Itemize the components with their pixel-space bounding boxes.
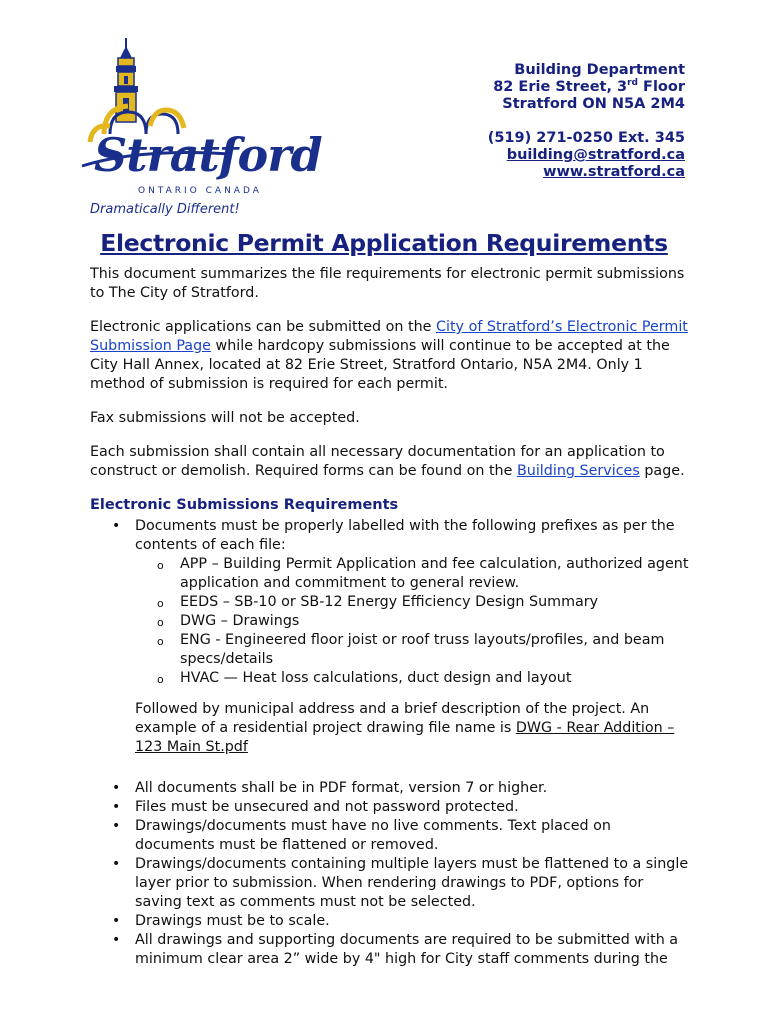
phone-number: (519) 271-0250 Ext. 345 — [487, 130, 685, 146]
prefix-item: o EEDS – SB-10 or SB-12 Energy Efficiency Design Summary — [135, 593, 690, 612]
documentation-paragraph: Each submission shall contain all necessary documentation for an application to construct or demolish. Required forms can be found on the Building Services page. — [90, 444, 685, 479]
department-name: Building Department — [514, 62, 685, 78]
building-services-link[interactable]: Building Services — [516, 463, 640, 479]
street-address: 82 Erie Street, 3rd Floor — [493, 78, 685, 95]
list-item: • Documents must be properly labelled with the following prefixes as per the contents of each file: o APP – Building Permit Application and fee calculation, authorized agent application and commitment to general review. o EEDS – SB-10 or SB-12 Energy Efficiency Design Summary o DWG – Drawings o ENG - Engineered floor joist or roof truss layouts/profiles, and beam specs/details o HVAC — Heat loss calculations, duct design and layout — [90, 517, 690, 688]
prefix-list — [135, 555, 690, 688]
prefix-item: o HVAC — Heat loss calculations, duct design and layout — [135, 669, 690, 688]
website-link[interactable]: www.stratford.ca — [543, 164, 685, 180]
logo-wordmark: Stratford — [94, 128, 322, 182]
prefix-item: o APP – Building Permit Application and fee calculation, authorized agent application and commitment to general review. — [135, 555, 690, 593]
format-requirements-list — [90, 779, 690, 969]
submission-paragraph: Electronic applications can be submitted on the City of Stratford’s Electronic Permit Submission Page while hardcopy submissions will continue to be accepted at the City Hall Annex, located at 82 Erie Street, Stratford Ontario, N5A 2M4. Only 1 method of submission is required for each permit. — [90, 319, 688, 392]
email-link[interactable]: building@stratford.ca — [506, 147, 685, 163]
filename-note: Followed by municipal address and a brief description of the project. An example of a residential project drawing file name is DWG - Rear Addition – 123 Main St.pdf — [135, 701, 675, 755]
document-title: Electronic Permit Application Requirements — [100, 229, 668, 257]
section-heading: Electronic Submissions Requirements — [90, 497, 399, 513]
city-line: Stratford ON N5A 2M4 — [502, 96, 685, 112]
fax-paragraph: Fax submissions will not be accepted. — [90, 410, 360, 426]
logo-tagline: Dramatically Different! — [90, 202, 240, 217]
intro-paragraph: This document summarizes the file requirements for electronic permit submissions to The City of Stratford. — [90, 266, 685, 301]
logo-subtitle: ONTARIO CANADA — [138, 186, 262, 196]
prefix-item: o ENG - Engineered floor joist or roof truss layouts/profiles, and beam specs/details — [135, 631, 690, 669]
requirements-list — [90, 517, 690, 688]
document-body — [90, 265, 690, 969]
example-filename: DWG - Rear Addition – 123 Main St.pdf — [135, 720, 675, 755]
list-item: • Files must be unsecured and not password protected. — [90, 798, 690, 817]
prefix-item: o DWG – Drawings — [135, 612, 690, 631]
list-item: • Drawings/documents containing multiple layers must be flattened to a single layer prior to submission. When rendering drawings to PDF, options for saving text as comments must not be selected. — [90, 855, 690, 912]
electronic-permit-link[interactable]: City of Stratford’s Electronic Permit Submission Page — [90, 319, 688, 354]
stratford-logo — [80, 36, 322, 217]
list-item: • Drawings/documents must have no live comments. Text placed on documents must be flattened or removed. — [90, 817, 690, 855]
address-block — [488, 62, 685, 181]
list-item: • All drawings and supporting documents are required to be submitted with a minimum clear area 2” wide by 4" high for City staff comments during the — [90, 931, 690, 969]
list-item: • Drawings must be to scale. — [90, 912, 690, 931]
list-item: • All documents shall be in PDF format, version 7 or higher. — [90, 779, 690, 798]
